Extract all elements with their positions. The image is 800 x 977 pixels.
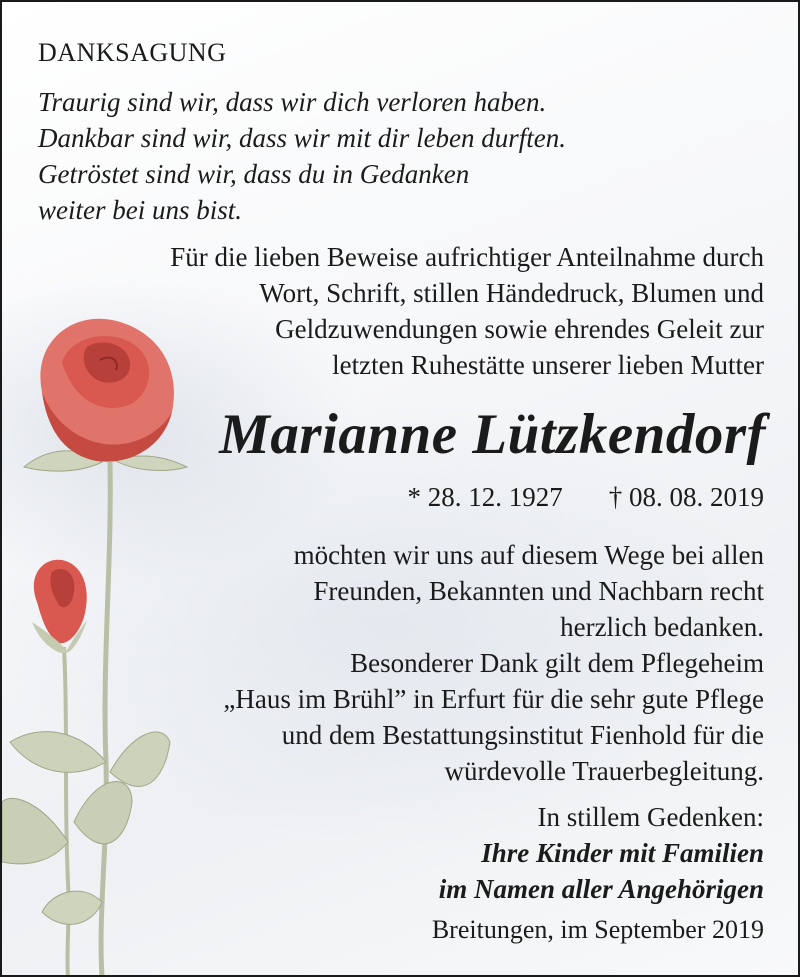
deceased-name: Marianne Lützkendorf <box>219 403 766 466</box>
closing-line: In stillem Gedenken: <box>537 802 764 832</box>
intro-line: Für die lieben Beweise aufrichtiger Anteilnahme durch <box>170 242 764 272</box>
heading: DANKSAGUNG <box>38 38 227 67</box>
thanks-line: Freunden, Bekannten und Nachbarn recht <box>313 576 764 606</box>
poem-line: Traurig sind wir, dass wir dich verloren haben. <box>38 87 547 117</box>
leaf <box>42 891 102 924</box>
intro-line: letzten Ruhestätte unserer lieben Mutter <box>332 350 764 380</box>
thanks-line: möchten wir uns auf diesem Wege bei allen <box>293 540 764 570</box>
rose-stem <box>101 462 110 977</box>
birth-date: * 28. 12. 1927 <box>407 482 563 512</box>
thanks-line: herzlich bedanken. <box>560 612 764 642</box>
poem-line: Dankbar sind wir, dass wir mit dir leben durften. <box>38 123 567 153</box>
rose-bloom <box>40 319 173 462</box>
death-date: † 08. 08. 2019 <box>608 482 764 512</box>
leaf <box>110 732 170 786</box>
signature-line: im Namen aller Angehörigen <box>438 874 764 904</box>
thanks-line: und dem Bestattungsinstitut Fienhold für die <box>281 720 764 750</box>
place-date: Breitungen, im September 2019 <box>431 915 764 944</box>
poem-line: Getröstet sind wir, dass du in Gedanken <box>38 159 470 189</box>
thanks-line: würdevolle Trauerbegleitung. <box>444 756 764 786</box>
bud-stem <box>64 647 69 977</box>
intro-line: Wort, Schrift, stillen Händedruck, Blumen und <box>259 278 764 308</box>
thanks-line: Besonderer Dank gilt dem Pflegeheim <box>350 648 764 678</box>
leaf <box>2 798 68 863</box>
rose-illustration <box>2 302 202 977</box>
leaf <box>74 782 132 844</box>
signature-line: Ihre Kinder mit Familien <box>481 838 764 868</box>
leaf <box>10 732 106 773</box>
intro-line: Geldzuwendungen sowie ehrendes Geleit zur <box>275 314 764 344</box>
thanks-line: „Haus im Brühl” in Erfurt für die sehr gute Pflege <box>223 684 764 714</box>
poem-line: weiter bei uns bist. <box>38 195 242 225</box>
life-dates <box>408 482 765 513</box>
rose-bud <box>32 560 87 654</box>
